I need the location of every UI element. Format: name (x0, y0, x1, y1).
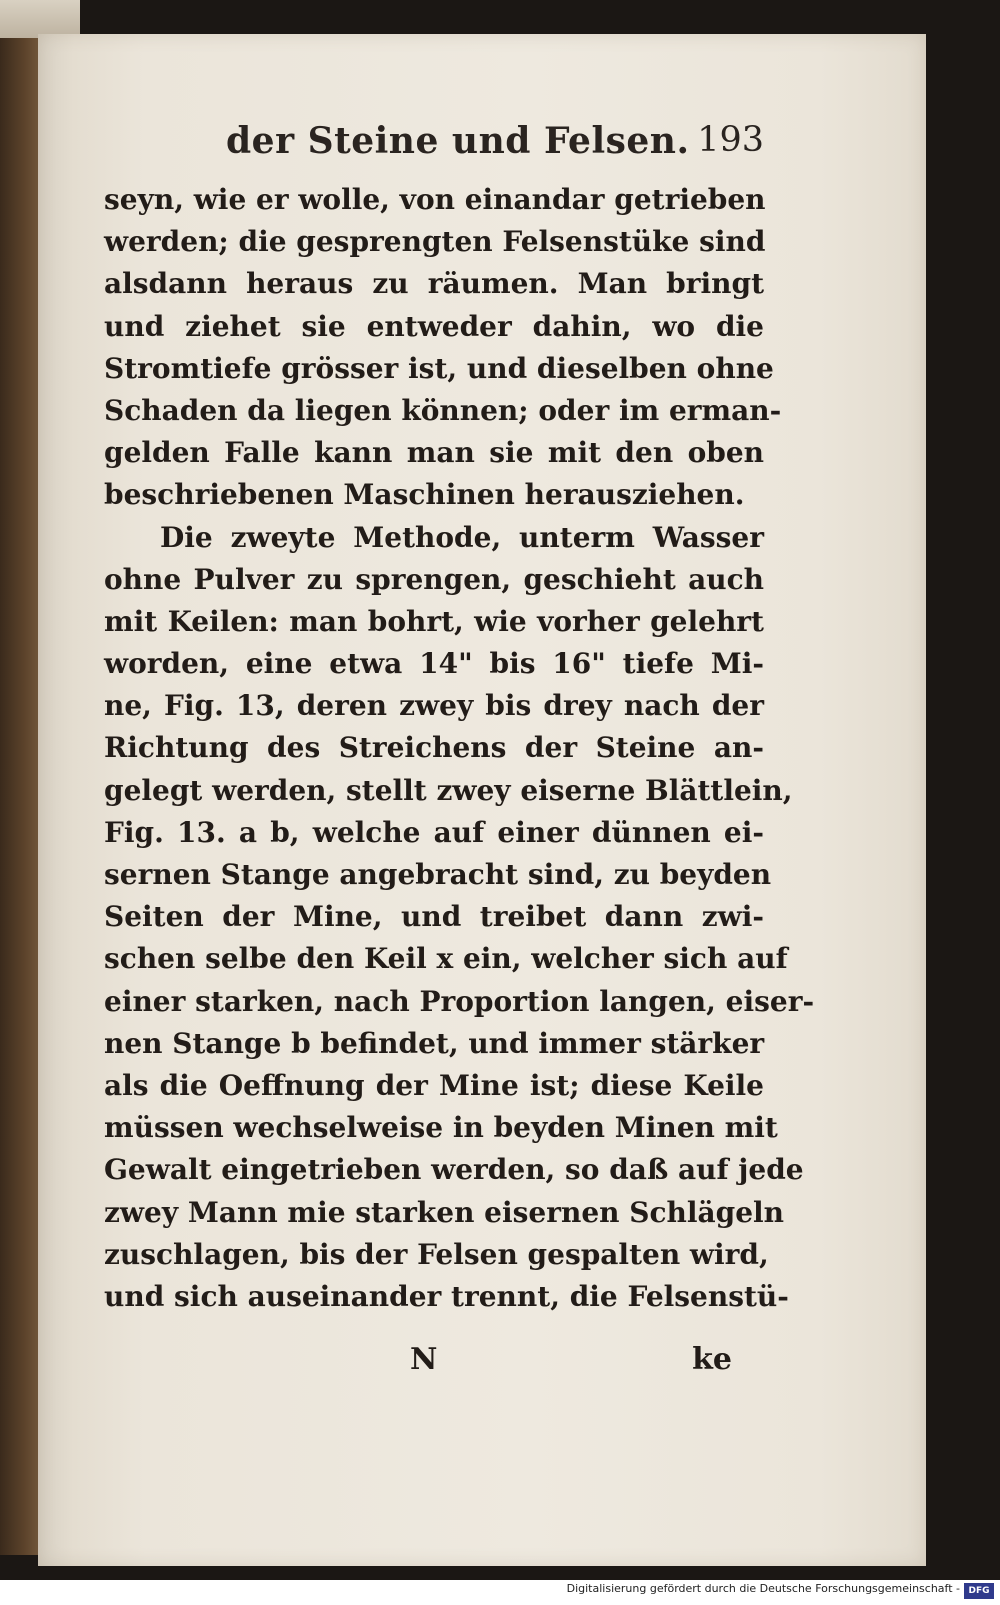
page-footer (104, 1342, 764, 1386)
text-line: als die Oeffnung der Mine ist; diese Keile (104, 1068, 764, 1102)
text-line: zuschlagen, bis der Felsen gespalten wird, (104, 1237, 769, 1271)
text-line: Seiten der Mine, und treibet dann zwi- (104, 900, 764, 934)
text-line: sernen Stange angebracht sind, zu beyden (104, 858, 772, 891)
page-number: 193 (697, 120, 764, 160)
text-line: müssen wechselweise in beyden Minen mit (104, 1111, 778, 1145)
text-line: gelden Falle kann man sie mit den oben (104, 436, 764, 470)
text-line: ne, Fig. 13, deren zwey bis drey nach der (104, 689, 764, 723)
text-line: mit Keilen: man bohrt, wie vorher gelehrt (104, 604, 764, 638)
text-line: beschriebenen Maschinen herausziehen. (104, 478, 745, 512)
text-line: Die zweyte Methode, unterm Wasser (160, 520, 764, 554)
text-line: Schaden da liegen können; oder im erman- (104, 393, 782, 427)
catchword: ke (692, 1342, 732, 1377)
text-line: worden, eine etwa 14" bis 16" tiefe Mi- (104, 647, 764, 681)
book-cover-corner (0, 0, 80, 38)
text-line: nen Stange b befindet, und immer stärker (104, 1026, 765, 1060)
signature-mark: N (410, 1342, 438, 1377)
text-line: und ziehet sie entweder dahin, wo die (104, 309, 764, 343)
text-line: Richtung des Streichens der Steine an- (104, 731, 764, 765)
text-line: und sich auseinander trennt, die Felsenstü- (104, 1279, 789, 1313)
text-line: ohne Pulver zu sprengen, geschieht auch (104, 562, 764, 596)
text-line: schen selbe den Keil x ein, welcher sich auf (104, 942, 788, 976)
text-line: gelegt werden, stellt zwey eiserne Blättlein, (104, 773, 793, 807)
text-line: werden; die gesprengten Felsenstüke sind (104, 225, 766, 259)
text-line: Fig. 13. a b, welche auf einer dünnen ei- (104, 815, 764, 849)
dfg-logo: DFG (964, 1583, 994, 1599)
text-line: Gewalt eingetrieben werden, so daß auf jede (104, 1153, 804, 1187)
text-line: seyn, wie er wolle, von einandar getrieben (104, 183, 766, 216)
text-line: alsdann heraus zu räumen. Man bringt (104, 267, 764, 301)
running-title: der Steine und Felsen. (226, 120, 690, 162)
page-header (104, 120, 764, 180)
text-line: Stromtiefe grösser ist, und dieselben ohne (104, 351, 774, 385)
digitization-credit: Digitalisierung gefördert durch die Deutsche Forschungsgemeinschaft - (566, 1582, 960, 1595)
text-line: zwey Mann mie starken eisernen Schlägeln (104, 1195, 785, 1229)
body-text (104, 179, 815, 1318)
book-page (38, 34, 926, 1566)
text-line: einer starken, nach Proportion langen, eiser- (104, 984, 815, 1018)
